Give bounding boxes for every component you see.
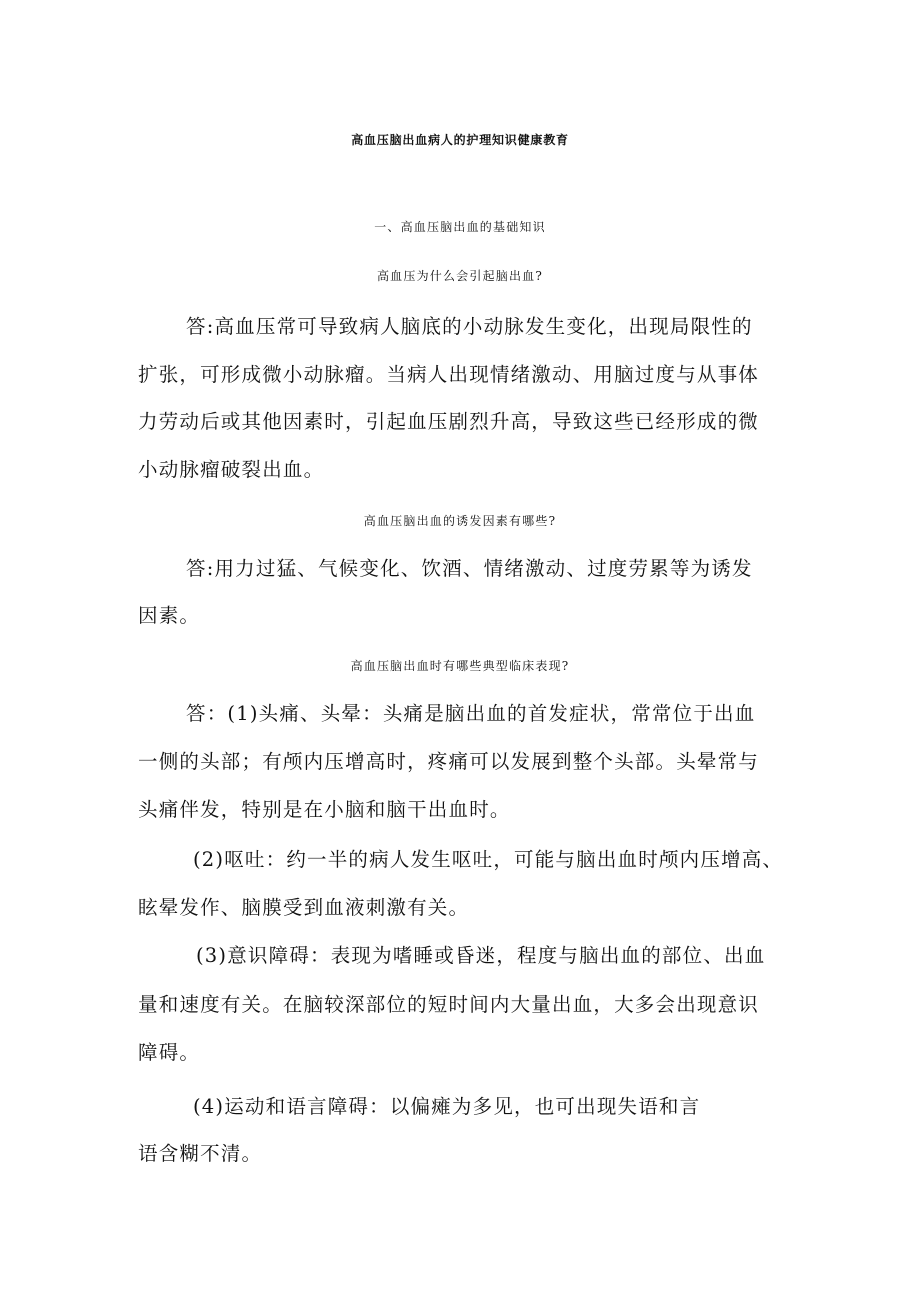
paragraph-line: 力劳动后或其他因素时，引起血压剧烈升高，导致这些已经形成的微 <box>138 410 760 433</box>
paragraph-line: 小动脉瘤破裂出血。 <box>138 458 325 481</box>
question-heading: 高血压为什么会引起脑出血? <box>376 269 544 283</box>
paragraph-line: (3)意识障碍：表现为嗜睡或昏迷，程度与脑出血的部位、出血 <box>196 944 766 967</box>
paragraph-line: 头痛伴发，特别是在小脑和脑干出血时。 <box>138 798 511 821</box>
paragraph-line: 答:高血压常可导致病人脑底的小动脉发生变化，出现局限性的 <box>186 315 753 338</box>
paragraph-line: 语含糊不清。 <box>138 1142 263 1165</box>
paragraph-line: 量和速度有关。在脑较深部位的短时间内大量出血，大多会出现意识 <box>138 993 760 1016</box>
paragraph-line: 眩晕发作、脑膜受到血液刺激有关。 <box>138 896 470 919</box>
question-heading: 高血压脑出血的诱发因素有哪些? <box>363 514 557 528</box>
paragraph-line: 答:用力过猛、气候变化、饮酒、情绪激动、过度劳累等为诱发 <box>186 557 753 580</box>
paragraph-line: 答：(1)头痛、头晕：头痛是脑出血的首发症状，常常位于出血 <box>186 702 756 725</box>
paragraph-line: 障碍。 <box>138 1041 201 1064</box>
paragraph-line: 因素。 <box>138 604 201 627</box>
paragraph-line: 一侧的头部；有颅内压增高时，疼痛可以发展到整个头部。头晕常与 <box>138 750 760 773</box>
document-title: 高血压脑出血病人的护理知识健康教育 <box>351 133 569 147</box>
paragraph-line: 扩张，可形成微小动脉瘤。当病人出现情绪激动、用脑过度与从事体 <box>138 363 760 386</box>
paragraph-line: (2)呕吐：约一半的病人发生呕吐，可能与脑出血时颅内压增高、 <box>193 848 784 871</box>
section-heading: 一、高血压脑出血的基础知识 <box>374 220 546 234</box>
paragraph-line: (4)运动和语言障碍：以偏瘫为多见，也可出现失语和言 <box>193 1095 701 1118</box>
question-heading: 高血压脑出血时有哪些典型临床表现? <box>350 659 570 673</box>
